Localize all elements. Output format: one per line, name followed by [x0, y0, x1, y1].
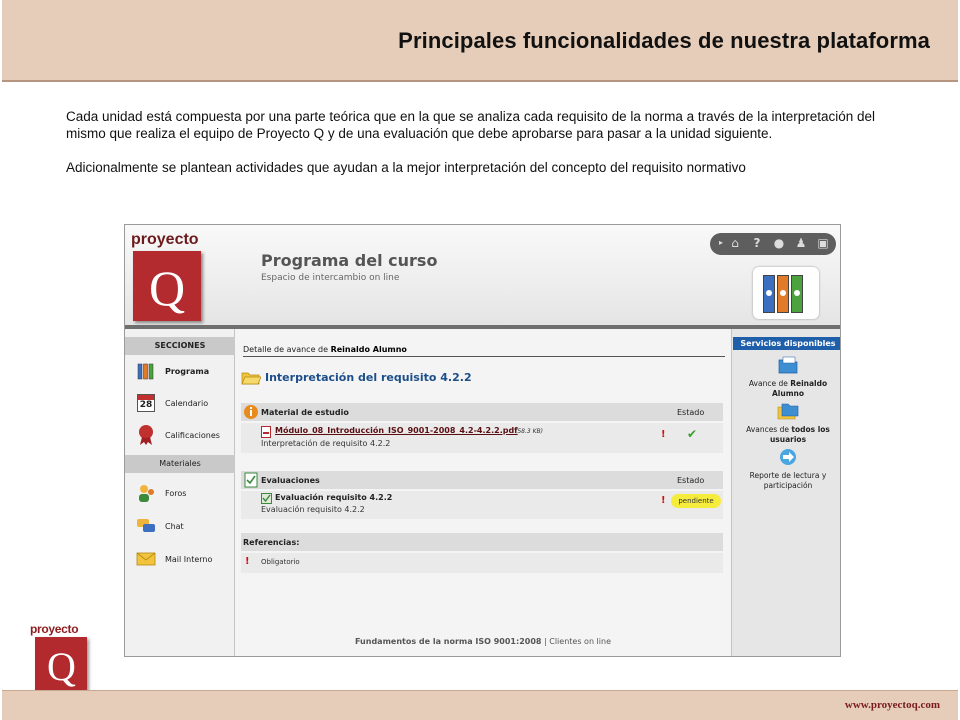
slide-header	[2, 0, 958, 82]
binders-illustration	[753, 267, 819, 319]
folder-icon	[777, 355, 799, 375]
logo-letter: Q	[47, 644, 76, 689]
student-name: Reinaldo Alumno	[330, 345, 407, 354]
slide-footer	[2, 690, 958, 720]
evaluations-heading: Evaluaciones	[261, 475, 320, 485]
status-column-heading: Estado	[677, 475, 705, 485]
evaluation-description: Evaluación requisito 4.2.2	[261, 505, 365, 514]
required-flag-icon: !	[245, 556, 250, 567]
sections-heading: SECCIONES	[125, 337, 235, 355]
report-icon	[777, 447, 799, 467]
chat-icon	[135, 515, 157, 537]
evaluations-header	[241, 471, 723, 489]
requirement-heading	[241, 369, 472, 385]
sidebar-item-label: Foros	[165, 488, 187, 498]
sidebar-item-label: Calendario	[165, 398, 209, 408]
folder-open-icon	[241, 369, 261, 385]
calendar-icon	[135, 392, 157, 414]
references-header	[241, 533, 723, 551]
sidebar-item-label: Programa	[165, 366, 210, 376]
footer-course-name: Fundamentos de la norma ISO 9001:2008	[354, 637, 542, 646]
sidebar-item-label: Calificaciones	[165, 430, 220, 440]
service-reading-report[interactable]	[736, 447, 840, 491]
binder-orange	[777, 275, 789, 313]
sidebar-item-mail-interno[interactable]	[135, 547, 233, 571]
intro-paragraph-1: Cada unidad está compuesta por una parte teórica que en la que se analiza cada requisito de la norma a través de la interpretación del mismo que realiza el equipo de Proyecto Q y de una evaluación que debe aprobarse para pasar a la unidad siguiente.	[66, 109, 876, 141]
intro-text	[66, 108, 876, 193]
sidebar-item-label: Mail Interno	[165, 554, 213, 564]
required-flag-icon: !	[661, 495, 666, 506]
platform-screenshot	[124, 224, 841, 657]
folders-icon	[777, 401, 799, 421]
study-material-header	[241, 403, 723, 421]
evaluation-item-icon	[261, 493, 272, 504]
mail-icon	[135, 548, 157, 570]
study-material-row	[241, 423, 723, 453]
study-material-description: Interpretación de requisito 4.2.2	[261, 439, 391, 448]
service-all-users-progress[interactable]	[736, 401, 840, 445]
evaluation-row	[241, 491, 723, 519]
award-icon	[135, 424, 157, 446]
evaluation-title[interactable]: Evaluación requisito 4.2.2	[275, 493, 393, 502]
logo-q-box	[35, 637, 87, 691]
platform-footer	[235, 637, 731, 646]
platform-subtitle: Espacio de intercambio on line	[261, 273, 400, 283]
service-label: Avance de Reinaldo Alumno	[748, 379, 828, 398]
info-icon	[243, 404, 259, 420]
service-label: Reporte de lectura y participación	[749, 471, 827, 490]
study-material-link[interactable]: Módulo_08_Introducción_ISO_9001-2008_4.2-4.2.2.pdf	[275, 426, 518, 435]
status-badge: pendiente	[671, 494, 721, 508]
sidebar-item-calendario[interactable]	[135, 391, 233, 415]
toolbar-arrow-icon: ▸	[718, 238, 723, 247]
platform-main	[235, 329, 731, 657]
platform-logo-word: proyecto	[131, 231, 199, 248]
user-profile-icon[interactable]: ♟	[795, 236, 807, 250]
pdf-icon	[261, 426, 271, 438]
service-label: Avances de todos los usuarios	[746, 425, 830, 444]
home-icon[interactable]: ⌂	[731, 236, 739, 250]
footer-url-link[interactable]: www.proyectoq.com	[844, 699, 940, 711]
platform-header	[125, 225, 841, 329]
calendar-day: 28	[139, 400, 153, 410]
sidebar-item-foros[interactable]	[135, 481, 233, 505]
check-icon: ✔	[687, 427, 698, 441]
platform-title: Programa del curso	[261, 251, 438, 270]
platform-logo[interactable]	[133, 251, 201, 321]
binder-blue	[763, 275, 775, 313]
platform-sidebar	[125, 329, 235, 657]
file-size: (58.3 KB)	[515, 428, 543, 435]
footer-clients: | Clientes on line	[541, 637, 611, 646]
services-heading: Servicios disponibles	[733, 337, 841, 350]
binder-green	[791, 275, 803, 313]
service-student-progress[interactable]	[736, 355, 840, 399]
detail-prefix: Detalle de avance de	[243, 345, 331, 354]
platform-toolbar	[710, 233, 836, 255]
user-icon[interactable]: ●	[773, 236, 785, 250]
sidebar-item-label: Chat	[165, 521, 184, 531]
slide-title: Principales funcionalidades de nuestra plataforma	[398, 28, 930, 53]
sidebar-item-programa[interactable]	[135, 359, 233, 383]
binders-icon	[135, 360, 157, 382]
references-heading: Referencias:	[243, 537, 300, 547]
requirement-title: Interpretación del requisito 4.2.2	[265, 370, 472, 384]
materials-heading: Materiales	[125, 455, 235, 473]
required-legend: Obligatorio	[261, 558, 300, 566]
services-panel	[731, 329, 841, 657]
group-icon[interactable]: ▣	[817, 236, 829, 250]
platform-logo-letter: Q	[149, 260, 186, 316]
evaluation-icon	[243, 472, 259, 488]
sidebar-item-chat[interactable]	[135, 514, 233, 538]
proyectoq-logo	[30, 622, 92, 692]
sidebar-item-calificaciones[interactable]	[135, 423, 233, 447]
help-icon[interactable]: ?	[753, 236, 761, 250]
intro-paragraph-2: Adicionalmente se plantean actividades que ayudan a la mejor interpretación del concepto del requisito normativo	[66, 160, 746, 175]
study-material-heading: Material de estudio	[261, 407, 349, 417]
logo-word: proyecto	[30, 622, 79, 636]
references-row	[241, 553, 723, 573]
progress-detail-line	[243, 345, 725, 357]
required-flag-icon: !	[661, 429, 666, 440]
forum-icon	[135, 482, 157, 504]
status-column-heading: Estado	[677, 407, 705, 417]
